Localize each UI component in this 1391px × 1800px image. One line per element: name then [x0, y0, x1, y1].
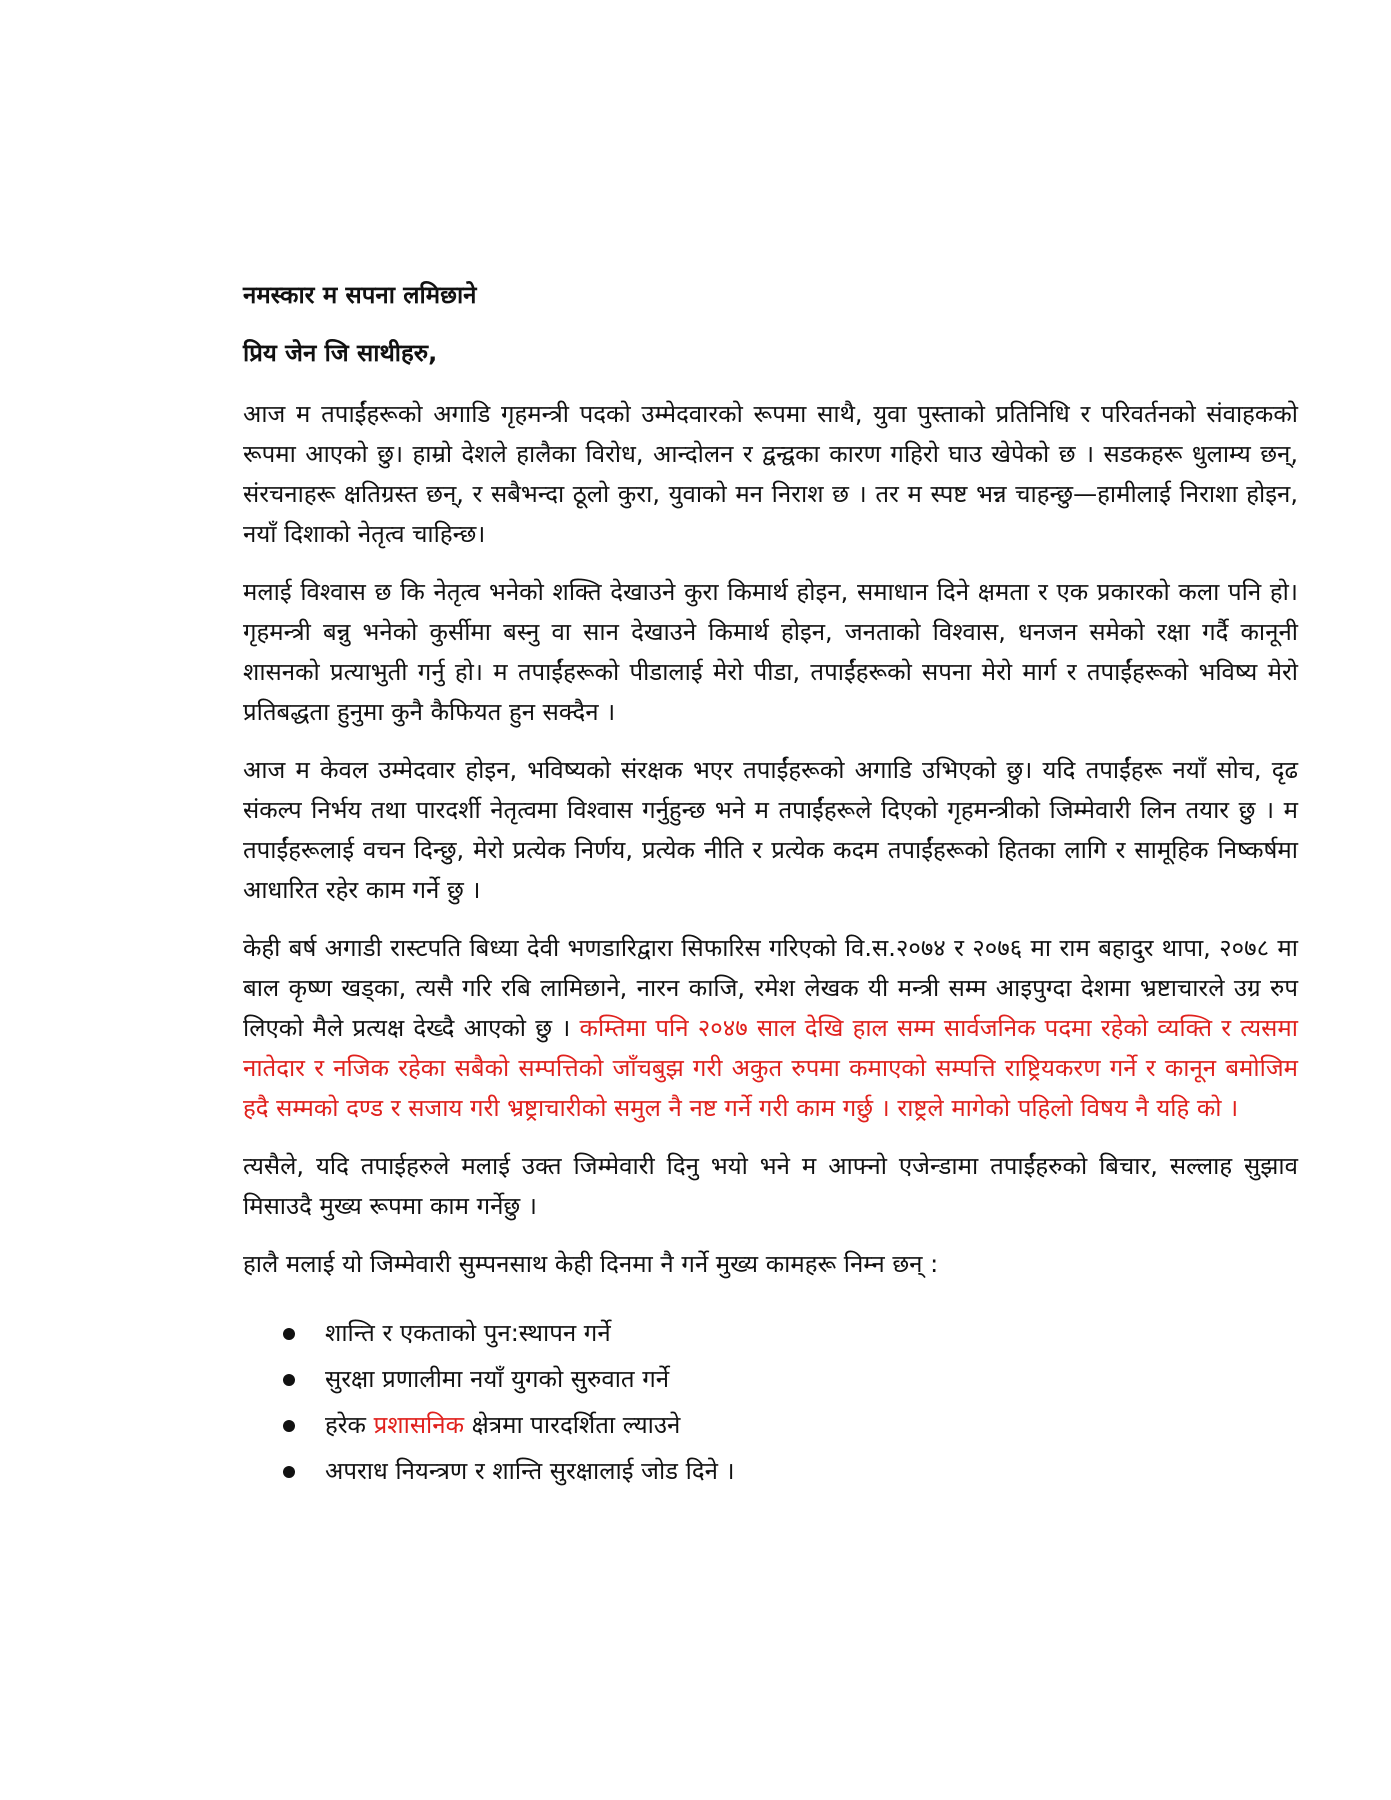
list-item: [283, 1356, 1298, 1402]
task-text: शान्ति र एकताको पुन:स्थापन गर्ने: [325, 1319, 611, 1347]
bullet-icon: [283, 1328, 295, 1340]
task-text-before: हरेक: [325, 1411, 374, 1439]
letter-title: नमस्कार म सपना लमिछाने: [243, 281, 477, 309]
paragraph-commitment: आज म केवल उम्मेदवार होइन, भविष्यको संरक्षक भएर तपाईंहरूको अगाडि उभिएको छु। यदि तपाईंहरू नयाँ सोच, दृढ संकल्प निर्भय तथा पारदर्शी नेतृत्वमा विश्वास गर्नुहुन्छ भने म तपाईंहरूले दिएको गृहमन्त्रीको जिम्मेवारी लिन तयार छु । म तपाईंहरूलाई वचन दिन्छु, मेरो प्रत्येक निर्णय, प्रत्येक नीति र प्रत्येक कदम तपाईंहरूको हितका लागि र सामूहिक निष्कर्षमा आधारित रहेर काम गर्ने छु ।: [243, 756, 1298, 904]
task-text-after: क्षेत्रमा पारदर्शिता ल्याउने: [464, 1411, 681, 1439]
paragraph-corruption-pledge: कम्तिमा पनि २०४७ साल देखि हाल सम्म सार्वजनिक पदमा रहेको व्यक्ति र त्यसमा नातेदार र नजिक रहेका सबैको सम्पत्तिको जाँचबुझ गरी अकुत रुपमा कमाएको सम्पत्ति राष्ट्रियकरण गर्ने र कानून बमोजिम हदै सम्मको दण्ड र सजाय गरी भ्रष्ट्राचारीको समुल नै नष्ट गर्ने गरी काम गर्छु । राष्ट्रले मागेको पहिलो विषय नै यहि को ।: [243, 1014, 1298, 1122]
list-item: [283, 1402, 1298, 1448]
task-text-highlight: प्रशासनिक: [373, 1411, 465, 1439]
paragraph-intro: आज म तपाईंहरूको अगाडि गृहमन्त्री पदको उम्मेदवारको रूपमा साथै, युवा पुस्ताको प्रतिनिधि र परिवर्तनको संवाहकको रूपमा आएको छु। हाम्रो देशले हालैका विरोध, आन्दोलन र द्वन्द्वका कारण गहिरो घाउ खेपेको छ । सडकहरू धुलाम्य छन्, संरचनाहरू क्षतिग्रस्त छन्, र सबैभन्दा ठूलो कुरा, युवाको मन निराश छ । तर म स्पष्ट भन्न चाहन्छु—हामीलाई निराशा होइन, नयाँ दिशाको नेतृत्व चाहिन्छ।: [243, 400, 1298, 548]
task-list: [243, 1310, 1298, 1494]
paragraph-leadership: मलाई विश्वास छ कि नेतृत्व भनेको शक्ति देखाउने कुरा किमार्थ होइन, समाधान दिने क्षमता र एक प्रकारको कला पनि हो। गृहमन्त्री बन्नु भनेको कुर्सीमा बस्नु वा सान देखाउने किमार्थ होइन, जनताको विश्वास, धनजन समेको रक्षा गर्दै कानूनी शासनको प्रत्याभुती गर्नु हो। म तपाईंहरूको पीडालाई मेरो पीडा, तपाईंहरूको सपना मेरो मार्ग र तपाईंहरूको भविष्य मेरो प्रतिबद्धता हुनुमा कुनै कैफियत हुन सक्दैन ।: [243, 578, 1298, 726]
bullet-icon: [283, 1374, 295, 1386]
paragraph-tasks-intro: हालै मलाई यो जिम्मेवारी सुम्पनसाथ केही दिनमा नै गर्ने मुख्य कामहरू निम्न छन् :: [243, 1250, 939, 1278]
task-text: अपराध नियन्त्रण र शान्ति सुरक्षालाई जोड दिने ।: [325, 1457, 735, 1485]
list-item: [283, 1448, 1298, 1494]
bullet-icon: [283, 1466, 295, 1478]
paragraph-corruption: [243, 928, 1298, 1128]
task-text: सुरक्षा प्रणालीमा नयाँ युगको सुरुवात गर्ने: [325, 1365, 670, 1393]
salutation: प्रिय जेन जि साथीहरु,: [243, 339, 438, 367]
letter-body: [243, 278, 1298, 1494]
list-item: [283, 1310, 1298, 1356]
paragraph-agenda: त्यसैले, यदि तपाईहरुले मलाई उक्त जिम्मेवारी दिनु भयो भने म आफ्नो एजेन्डामा तपाईंहरुको बिचार, सल्लाह सुझाव मिसाउदै मुख्य रूपमा काम गर्नेछु ।: [243, 1152, 1298, 1220]
bullet-icon: [283, 1420, 295, 1432]
paragraph-corruption-text: केही बर्ष अगाडी रास्टपति बिध्या देवी भणडारिद्वारा सिफारिस गरिएको वि.स.२०७४ र २०७६ मा राम बहादुर थापा, २०७८ मा बाल कृष्ण खड्का, त्यसै गरि रबि लामिछाने, नारन काजि, रमेश लेखक यी मन्त्री सम्म आइपुग्दा देशमा भ्रष्टाचारले उग्र रुप लिएको मैले प्रत्यक्ष देख्दै आएको छु ।: [243, 934, 1298, 1042]
